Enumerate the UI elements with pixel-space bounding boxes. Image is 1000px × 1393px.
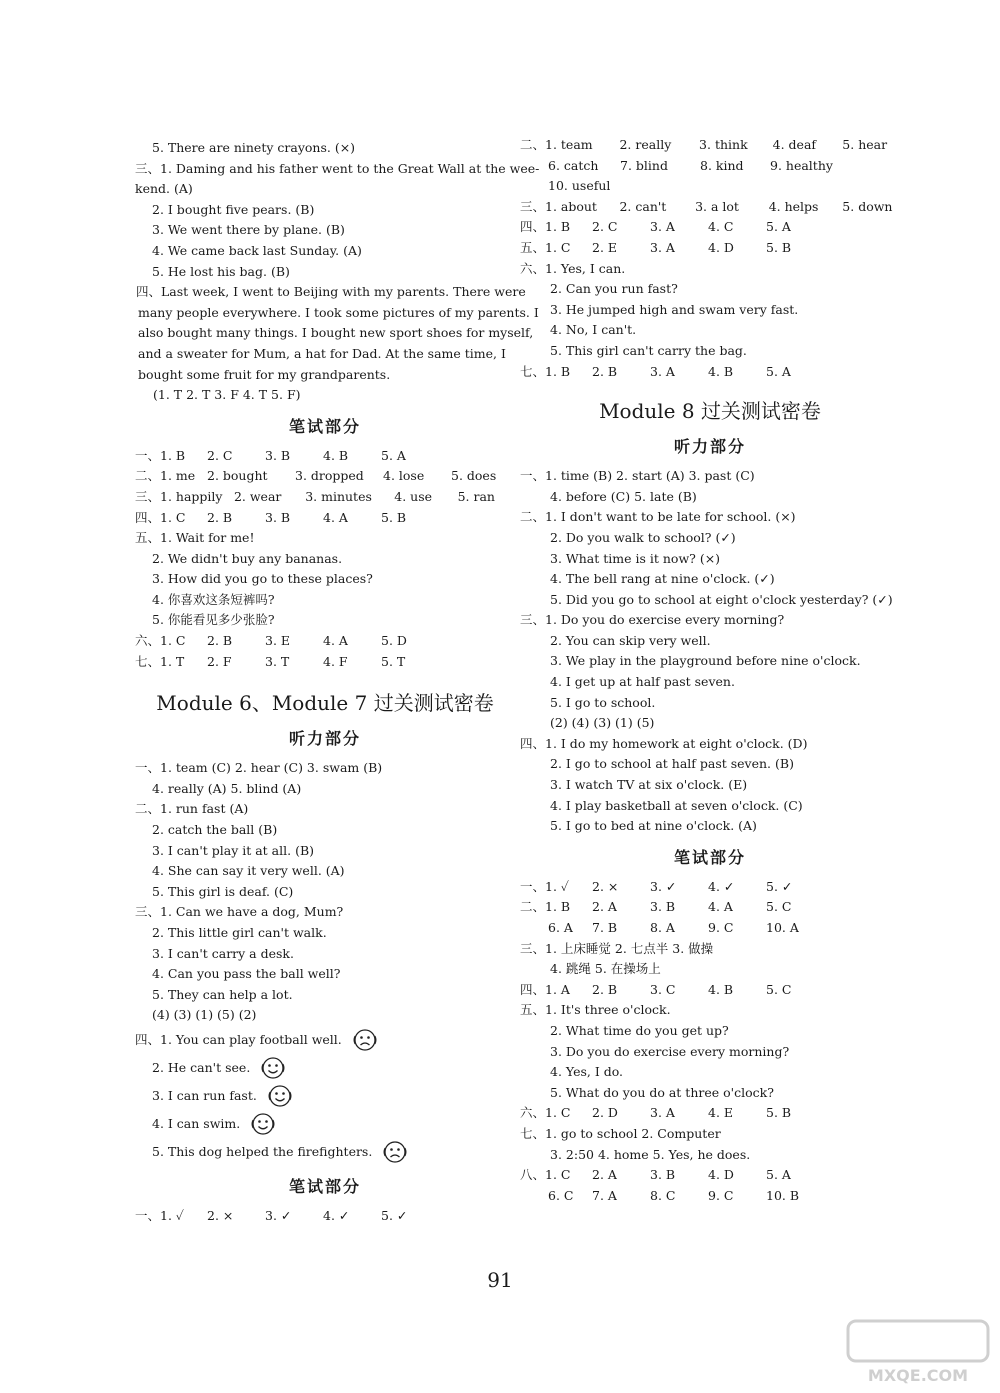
answer-line: 2. We didn't buy any bananas. — [152, 550, 343, 566]
answer-line: 3. We play in the playground before nine o'clock. — [550, 653, 861, 669]
answer-line: 3. What time is it now? (×) — [550, 550, 721, 566]
answer-line: 4. 跳绳 5. 在操场上 — [550, 961, 661, 977]
answer-cell: 3. minutes — [305, 488, 372, 504]
answer-cell: 2. C — [592, 219, 618, 235]
answer-cell: 3. B — [265, 509, 291, 525]
left-column — [135, 138, 540, 1227]
answer-line: 4. I get up at half past seven. — [550, 674, 735, 690]
happy-face-icon — [260, 1055, 286, 1081]
answer-cell: 4. deaf — [772, 137, 817, 152]
answer-line: 3. I can run fast. — [152, 1087, 257, 1103]
answer-cell: 3. B — [265, 447, 291, 463]
answer-cell: 2. D — [592, 1105, 618, 1121]
answer-line: 4. before (C) 5. late (B) — [550, 488, 697, 504]
answer-row — [135, 1206, 515, 1227]
module-title: Module 8 过关测试密卷 — [599, 399, 821, 424]
answer-cell: 5. C — [766, 981, 792, 997]
answer-line: 5. I go to bed at nine o'clock. (A) — [550, 818, 757, 834]
answer-cell: 2. can't — [619, 198, 667, 214]
answer-cell: 2. × — [592, 878, 619, 894]
answer-cell: 6. catch — [548, 157, 599, 173]
answer-line: 5. He lost his bag. (B) — [152, 263, 290, 279]
answer-cell: 6. A — [548, 920, 573, 935]
answer-cell: 2. B — [592, 363, 618, 379]
module-title: Module 6、Module 7 过关测试密卷 — [156, 691, 494, 716]
answer-row — [520, 362, 900, 383]
answer-line: 5. What do you do at three o'clock? — [550, 1084, 774, 1100]
answer-cell: 5. A — [766, 219, 791, 235]
answer-cell: 三、1. happily — [135, 488, 223, 504]
answer-cell: 5. A — [766, 363, 791, 379]
answer-cell: 四、1. B — [520, 219, 571, 235]
answer-cell: 5. C — [766, 899, 792, 915]
answer-row — [520, 918, 900, 939]
answer-cell: 4. ✓ — [323, 1207, 350, 1223]
answer-cell: 3. E — [265, 633, 291, 649]
answer-line: 一、1. team (C) 2. hear (C) 3. swam (B) — [135, 760, 383, 776]
answer-cell: 3. B — [650, 899, 676, 915]
answer-line: 4. No, I can't. — [550, 322, 637, 338]
answer-row — [520, 135, 900, 156]
answer-cell: 3. ✓ — [650, 878, 677, 894]
answer-cell: 5. does — [451, 468, 497, 484]
answer-cell: 4. E — [708, 1105, 734, 1121]
answer-line: 4. 你喜欢这条短裤吗? — [152, 591, 275, 607]
sad-face-icon — [382, 1139, 408, 1165]
answer-cell: 5. ✓ — [381, 1207, 408, 1223]
answer-cell: 7. B — [592, 920, 618, 935]
answer-cell: 2. bought — [207, 468, 268, 484]
answer-cell: 5. B — [766, 1105, 792, 1121]
answer-line: 5. This dog helped the firefighters. — [152, 1143, 373, 1159]
answer-cell: 2. E — [592, 239, 618, 255]
answer-row — [520, 238, 900, 259]
answer-cell: 一、1. ✓ — [135, 1207, 184, 1223]
answer-line: 2. catch the ball (B) — [152, 822, 278, 838]
answer-line: 六、1. Yes, I can. — [520, 260, 626, 276]
answer-line: 2. He can't see. — [152, 1059, 251, 1075]
passage-line: and a sweater for Mum, a hat for Dad. At the same time, I — [138, 345, 506, 361]
answer-line: 二、1. I don't want to be late for school. (×) — [520, 509, 796, 525]
answer-cell: 5. B — [381, 509, 407, 525]
answer-cell: 七、1. T — [135, 653, 185, 669]
answer-line: 2. This little girl can't walk. — [152, 925, 327, 940]
answer-line: kend. (A) — [135, 181, 193, 197]
answer-line: 2. Can you run fast? — [550, 281, 678, 297]
answer-line: 2. You can skip very well. — [550, 632, 711, 648]
section-heading-written: 笔试部分 — [673, 847, 746, 867]
answer-line: 4. The bell rang at nine o'clock. (✓) — [550, 571, 775, 587]
passage — [135, 282, 539, 406]
answer-line: 三、1. Can we have a dog, Mum? — [135, 904, 344, 920]
answer-row — [520, 877, 900, 898]
answer-line: 3. How did you go to these places? — [152, 571, 373, 587]
answer-cell: 5. down — [842, 198, 893, 214]
answer-cell: 3. C — [650, 981, 676, 997]
answer-cell: 8. kind — [700, 157, 744, 173]
answer-cell: 4. helps — [768, 198, 819, 214]
answer-cell: 2. A — [592, 899, 617, 915]
face-answer-row — [135, 1138, 515, 1166]
right-column — [520, 135, 900, 1206]
passage-line: also bought many things. I bought new sport shoes for myself, — [138, 325, 534, 341]
page-number: 91 — [487, 1268, 513, 1292]
answer-line: 3. I can't play it at all. (B) — [152, 842, 315, 858]
answer-line: 3. We went there by plane. (B) — [152, 222, 345, 238]
answer-line: 2. Do you walk to school? (✓) — [550, 529, 736, 545]
answer-cell: 4. B — [708, 363, 734, 379]
answer-cell: 4. D — [708, 1167, 734, 1183]
answer-line: 三、1. Do you do exercise every morning? — [520, 612, 785, 628]
section-heading-written: 笔试部分 — [288, 1176, 361, 1196]
answer-cell: 3. B — [650, 1167, 676, 1183]
answer-cell: 4. use — [394, 488, 433, 504]
answer-cell: 4. F — [323, 653, 348, 669]
answer-cell: 2. C — [207, 447, 233, 463]
section-heading-listening: 听力部分 — [673, 437, 746, 457]
answer-line: 4. I can swim. — [152, 1115, 241, 1131]
answer-cell: 3. dropped — [295, 468, 364, 484]
answer-line: 3. He jumped high and swam very fast. — [550, 301, 799, 317]
face-answer-row — [135, 1082, 515, 1110]
answer-cell: 4. lose — [383, 468, 425, 484]
answer-row — [135, 652, 515, 673]
answer-cell: 四、1. C — [135, 509, 186, 525]
answer-line: 5. This girl can't carry the bag. — [550, 342, 747, 358]
passage-line: bought some fruit for my grandparents. — [138, 366, 391, 382]
answer-line: (4) (3) (1) (5) (2) — [152, 1007, 257, 1023]
answer-cell: 9. C — [708, 920, 734, 935]
answer-cell: 8. C — [650, 1187, 676, 1203]
answer-row — [135, 631, 515, 652]
answer-row — [135, 446, 515, 467]
answer-line: 3. 2:50 4. home 5. Yes, he does. — [550, 1146, 751, 1162]
answer-cell: 二、1. B — [520, 899, 571, 915]
answer-cell: 10. B — [766, 1187, 800, 1203]
answer-cell: 8. A — [650, 920, 675, 935]
answer-line: 一、1. time (B) 2. start (A) 3. past (C) — [520, 468, 755, 484]
answer-line: 4. I play basketball at seven o'clock. (C) — [550, 797, 803, 813]
answer-cell: 3. A — [650, 363, 675, 379]
answer-cell: 4. A — [323, 509, 348, 525]
section-heading-listening: 听力部分 — [288, 729, 361, 749]
answer-cell: 3. think — [699, 137, 748, 152]
answer-cell: 2. wear — [233, 488, 282, 504]
answer-line: 三、1. Daming and his father went to the Great Wall at the wee- — [135, 160, 540, 176]
answer-cell: 5. A — [766, 1167, 791, 1183]
passage-answers: (1. T 2. T 3. F 4. T 5. F) — [153, 387, 301, 403]
answer-row — [520, 1165, 900, 1186]
answer-row — [520, 217, 900, 238]
answer-row — [135, 508, 515, 529]
answer-cell: 5. T — [381, 653, 406, 669]
answer-line: 3. I watch TV at six o'clock. (E) — [550, 777, 748, 793]
answer-cell: 一、1. ✓ — [520, 878, 569, 894]
answer-cell: 三、1. about — [520, 198, 597, 214]
answer-cell: 3. T — [265, 653, 290, 669]
answer-row — [520, 897, 900, 918]
answer-line: 10. useful — [548, 178, 611, 194]
answer-row — [520, 197, 900, 218]
answer-cell: 八、1. C — [520, 1167, 571, 1183]
answer-cell: 5. B — [766, 239, 792, 255]
answer-cell: 2. B — [207, 633, 233, 649]
answer-cell: 3. A — [650, 239, 675, 255]
answer-line: 五、1. Wait for me! — [135, 530, 255, 546]
face-answer-row — [135, 1054, 515, 1082]
answer-row — [520, 1103, 900, 1124]
answer-line: 5. There are ninety crayons. (×) — [152, 140, 356, 155]
answer-cell: 4. ✓ — [708, 878, 735, 894]
answer-line: 5. Did you go to school at eight o'clock yesterday? (✓) — [550, 591, 893, 607]
answer-line: 5. I go to school. — [550, 694, 656, 710]
answer-cell: 2. B — [592, 981, 618, 997]
answer-row — [520, 1186, 900, 1207]
answer-line: 三、1. 上床睡觉 2. 七点半 3. 做操 — [520, 940, 714, 956]
answer-line: 5. 你能看见多少张脸? — [152, 612, 275, 628]
answer-cell: 3. a lot — [695, 198, 739, 214]
answer-cell: 9. C — [708, 1187, 734, 1203]
answer-cell: 四、1. A — [520, 981, 570, 997]
answer-cell: 六、1. C — [520, 1105, 571, 1121]
answer-cell: 7. A — [592, 1187, 617, 1203]
answer-line: 四、1. You can play football well. — [135, 1031, 342, 1047]
answer-line: 2. I bought five pears. (B) — [152, 201, 315, 217]
answer-line: (2) (4) (3) (1) (5) — [550, 715, 655, 731]
answer-line: 五、1. It's three o'clock. — [520, 1002, 671, 1018]
answer-cell: 3. ✓ — [265, 1207, 292, 1223]
answer-cell: 5. A — [381, 447, 406, 463]
answer-cell: 六、1. C — [135, 633, 186, 649]
answer-cell: 10. A — [766, 920, 799, 935]
answer-cell: 4. A — [708, 899, 733, 915]
answer-cell: 4. C — [708, 219, 734, 235]
answer-cell: 3. A — [650, 219, 675, 235]
answer-cell: 4. A — [323, 633, 348, 649]
answer-line: 5. They can help a lot. — [152, 986, 293, 1002]
answer-line: 2. I go to school at half past seven. (B) — [550, 756, 794, 772]
answer-line: 四、1. I do my homework at eight o'clock. (D) — [520, 735, 808, 751]
answer-cell: 2. B — [207, 509, 233, 525]
answer-cell: 5. D — [381, 633, 407, 649]
answer-line: 4. really (A) 5. blind (A) — [152, 780, 302, 796]
answer-row — [520, 980, 900, 1001]
sad-face-icon — [352, 1027, 378, 1053]
answer-line: 4. Can you pass the ball well? — [152, 966, 341, 982]
answer-cell: 5. ran — [457, 488, 495, 504]
answer-cell: 二、1. me — [135, 468, 196, 484]
answer-line: 3. Do you do exercise every morning? — [550, 1043, 790, 1059]
answer-cell: 五、1. C — [520, 239, 571, 255]
answer-cell: 2. F — [207, 653, 232, 669]
answer-line: 二、1. run fast (A) — [135, 801, 249, 817]
answer-cell: 七、1. B — [520, 363, 571, 379]
answer-cell: 二、1. team — [520, 137, 593, 152]
watermark-text: MXQE.COM — [867, 1366, 969, 1385]
face-answer-row — [135, 1026, 515, 1054]
answer-line: 4. She can say it very well. (A) — [152, 863, 345, 879]
watermark-logo-icon — [844, 1317, 994, 1387]
face-answer-row — [135, 1110, 515, 1138]
answer-cell: 5. ✓ — [766, 878, 793, 894]
answer-cell: 4. D — [708, 239, 734, 255]
answer-row — [135, 487, 515, 508]
answer-line: 3. I can't carry a desk. — [152, 945, 294, 961]
answer-cell: 4. B — [708, 981, 734, 997]
answer-cell: 5. hear — [842, 137, 888, 152]
answer-cell: 2. × — [207, 1207, 234, 1223]
answer-cell: 2. A — [592, 1167, 617, 1183]
answer-cell: 一、1. B — [135, 447, 186, 463]
answer-cell: 2. really — [619, 137, 672, 152]
answer-row — [520, 156, 900, 177]
answer-line: 4. We came back last Sunday. (A) — [152, 242, 362, 258]
answer-line: 2. What time do you get up? — [550, 1022, 729, 1038]
passage-line: 四、Last week, I went to Beijing with my parents. There were — [136, 284, 526, 300]
answer-row — [135, 466, 515, 487]
answer-line: 4. Yes, I do. — [550, 1064, 624, 1080]
section-heading-written: 笔试部分 — [288, 416, 361, 436]
answer-cell: 4. B — [323, 447, 349, 463]
answer-cell: 3. A — [650, 1105, 675, 1121]
answer-cell: 6. C — [548, 1187, 574, 1203]
answer-line: 5. This girl is deaf. (C) — [152, 883, 294, 899]
answer-cell: 9. healthy — [770, 157, 833, 173]
answer-line: 七、1. go to school 2. Computer — [520, 1125, 721, 1141]
answer-cell: 7. blind — [620, 157, 668, 173]
passage-line: many people everywhere. I took some pictures of my parents. I — [138, 304, 539, 320]
happy-face-icon — [250, 1111, 276, 1137]
happy-face-icon — [267, 1083, 293, 1109]
